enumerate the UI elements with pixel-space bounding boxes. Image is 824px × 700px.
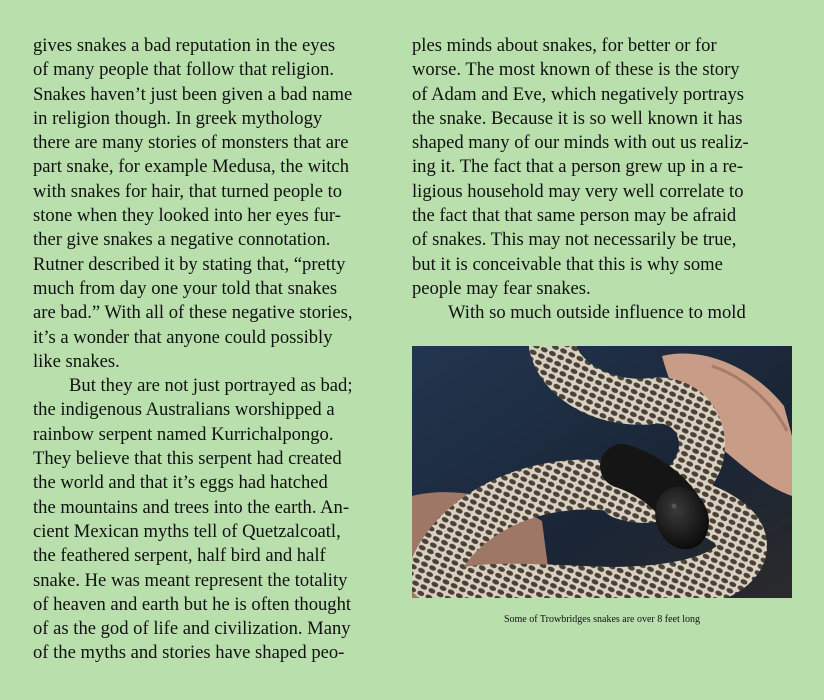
- text-line: ther give snakes a negative connotation.: [33, 229, 331, 251]
- text-line: the snake. Because it is so well known it has: [412, 107, 743, 129]
- text-line: of Adam and Eve, which negatively portrays: [412, 83, 745, 105]
- text-line: stone when they looked into her eyes fur-: [33, 205, 341, 227]
- text-line: cient Mexican myths tell of Quetzalcoatl,: [33, 520, 341, 542]
- text-line: the indigenous Australians worshipped a: [33, 399, 335, 421]
- text-line: but it is conceivable that this is why some: [412, 253, 723, 275]
- text-line: rainbow serpent named Kurrichalpongo.: [33, 423, 334, 445]
- text-line: the feathered serpent, half bird and half: [33, 545, 326, 567]
- text-line: the fact that that same person may be afraid: [412, 205, 737, 227]
- text-line: part snake, for example Medusa, the witch: [33, 156, 349, 178]
- paragraph-first-line: With so much outside influence to mold: [448, 302, 746, 324]
- text-line: of as the god of life and civilization. Many: [33, 618, 351, 640]
- text-line: in religion though. In greek mythology: [33, 107, 323, 129]
- paragraph-first-line: But they are not just portrayed as bad;: [69, 375, 353, 397]
- text-line: it’s a wonder that anyone could possibly: [33, 326, 333, 348]
- text-line: of heaven and earth but he is often thought: [33, 593, 352, 615]
- left-text-column: [33, 34, 405, 666]
- snake-photo-illustration: [412, 346, 792, 598]
- photo-caption: Some of Trowbridges snakes are over 8 feet long: [503, 614, 701, 625]
- text-line: ing it. The fact that a person grew up in a re-: [412, 156, 744, 178]
- text-line: Rutner described it by stating that, “pretty: [33, 253, 346, 275]
- text-line: are bad.” With all of these negative stories,: [33, 302, 353, 324]
- text-line: worse. The most known of these is the story: [412, 59, 740, 81]
- text-line: They believe that this serpent had created: [33, 448, 342, 470]
- text-line: of many people that follow that religion.: [33, 59, 335, 81]
- text-line: much from day one your told that snakes: [33, 277, 338, 299]
- right-text-column: [412, 34, 797, 326]
- text-line: there are many stories of monsters that are: [33, 132, 349, 154]
- text-line: people may fear snakes.: [412, 277, 591, 299]
- text-line: ples minds about snakes, for better or for: [412, 35, 717, 56]
- text-line: Snakes haven’t just been given a bad name: [33, 83, 353, 105]
- text-line: snake. He was meant represent the totality: [33, 569, 348, 591]
- text-line: the world and that it’s eggs had hatched: [33, 472, 328, 494]
- text-line: like snakes.: [33, 350, 120, 372]
- text-line: with snakes for hair, that turned people to: [33, 180, 343, 202]
- text-line: of the myths and stories have shaped peo-: [33, 642, 345, 664]
- text-line: gives snakes a bad reputation in the eyes: [33, 35, 336, 56]
- snake-photo: [412, 346, 792, 598]
- text-line: of snakes. This may not necessarily be true,: [412, 229, 737, 251]
- text-line: shaped many of our minds with out us realiz-: [412, 132, 749, 154]
- text-line: the mountains and trees into the earth. An-: [33, 496, 350, 518]
- text-line: ligious household may very well correlate to: [412, 180, 744, 202]
